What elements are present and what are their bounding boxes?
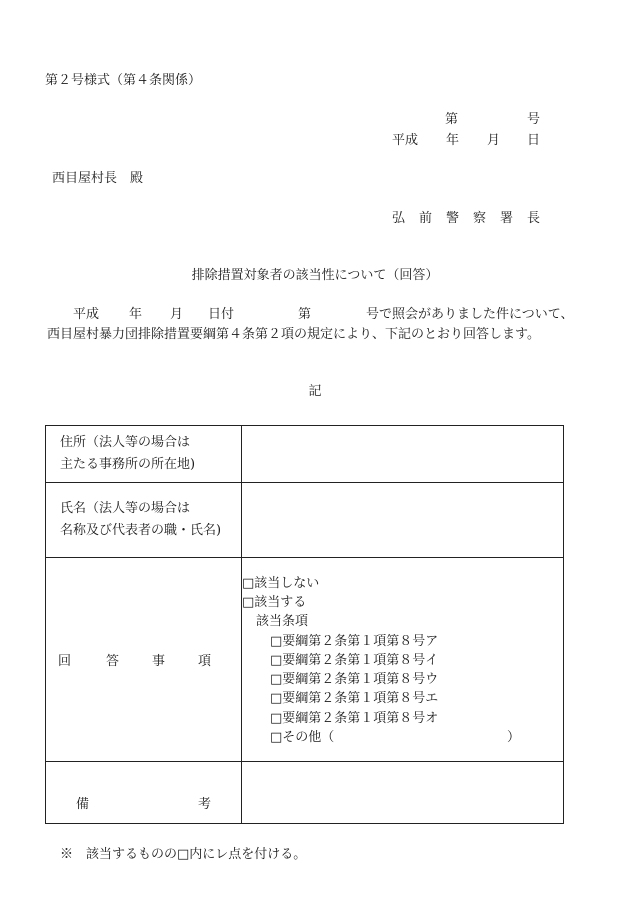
footnote: ※ 該当するものの□内にレ点を付ける。	[60, 847, 307, 862]
body-line2: 西目屋村暴力団排除措置要綱第４条第２項の規定により、下記のとおり回答します。	[47, 327, 540, 342]
body-no-prefix: 第	[298, 307, 312, 322]
option-clause-u[interactable]: □要綱第２条第１項第８号ウ	[270, 672, 439, 688]
answer-label-char: 事	[152, 653, 166, 669]
option-clause-a[interactable]: □要綱第２条第１項第８号ア	[270, 633, 439, 649]
option-other-label: □その他（	[270, 729, 335, 745]
sender-char: 長	[527, 211, 541, 226]
remarks-row	[46, 762, 564, 824]
body-era: 平成	[73, 307, 100, 322]
remarks-label-char: 備	[76, 796, 90, 812]
sender-char: 警	[446, 211, 460, 226]
answer-label-char: 項	[198, 653, 212, 669]
date-day-unit: 日	[527, 133, 541, 148]
remarks-label-char: 考	[198, 796, 212, 812]
option-clause-o[interactable]: □要綱第２条第１項第８号オ	[270, 710, 439, 726]
name-row	[46, 483, 564, 558]
date-month-unit: 月	[487, 133, 501, 148]
address-label-line2: 主たる事務所の所在地)	[60, 457, 196, 472]
name-label-cell	[46, 483, 242, 558]
answer-form-table	[45, 425, 564, 824]
answer-label-char: 回	[58, 653, 72, 669]
address-value-cell[interactable]	[242, 426, 564, 483]
document-title: 排除措置対象者の該当性について（回答）	[191, 268, 439, 283]
sender-char: 弘	[392, 211, 406, 226]
clause-heading: 該当条項	[256, 614, 309, 630]
option-clause-e[interactable]: □要綱第２条第１項第８号エ	[270, 691, 439, 707]
answer-row	[46, 558, 564, 762]
name-label-line2: 名称及び代表者の職・氏名)	[60, 523, 222, 538]
form-number: 第２号様式（第４条関係）	[45, 73, 202, 88]
body-day-unit: 日付	[208, 307, 235, 322]
remarks-label-cell	[46, 762, 242, 824]
option-clause-i[interactable]: □要綱第２条第１項第８号イ	[270, 652, 439, 668]
option-other-close: ）	[507, 729, 521, 745]
answer-label-char: 答	[106, 653, 120, 669]
name-value-cell[interactable]	[242, 483, 564, 558]
body-year-unit: 年	[129, 307, 143, 322]
date-year-unit: 年	[446, 133, 460, 148]
sender-char: 前	[419, 211, 433, 226]
addressee: 西目屋村長 殿	[52, 171, 144, 186]
date-era: 平成	[392, 133, 419, 148]
ki-heading: 記	[308, 384, 322, 399]
sender-char: 察	[473, 211, 487, 226]
doc-number-suffix: 号	[527, 112, 541, 127]
address-row	[46, 426, 564, 483]
sender-char: 署	[500, 211, 514, 226]
answer-options-cell	[242, 558, 564, 762]
body-line1-tail: 号で照会がありました件について、	[366, 307, 574, 322]
doc-number-prefix: 第	[445, 112, 459, 127]
remarks-value-cell[interactable]	[242, 762, 564, 824]
address-label-cell	[46, 426, 242, 483]
option-applicable[interactable]: □該当する	[242, 595, 307, 611]
option-other[interactable]	[242, 728, 563, 747]
address-label-line1: 住所（法人等の場合は	[60, 435, 191, 450]
answer-label-cell	[46, 558, 242, 762]
option-not-applicable[interactable]: □該当しない	[242, 576, 320, 592]
body-month-unit: 月	[170, 307, 184, 322]
name-label-line1: 氏名（法人等の場合は	[60, 501, 191, 516]
